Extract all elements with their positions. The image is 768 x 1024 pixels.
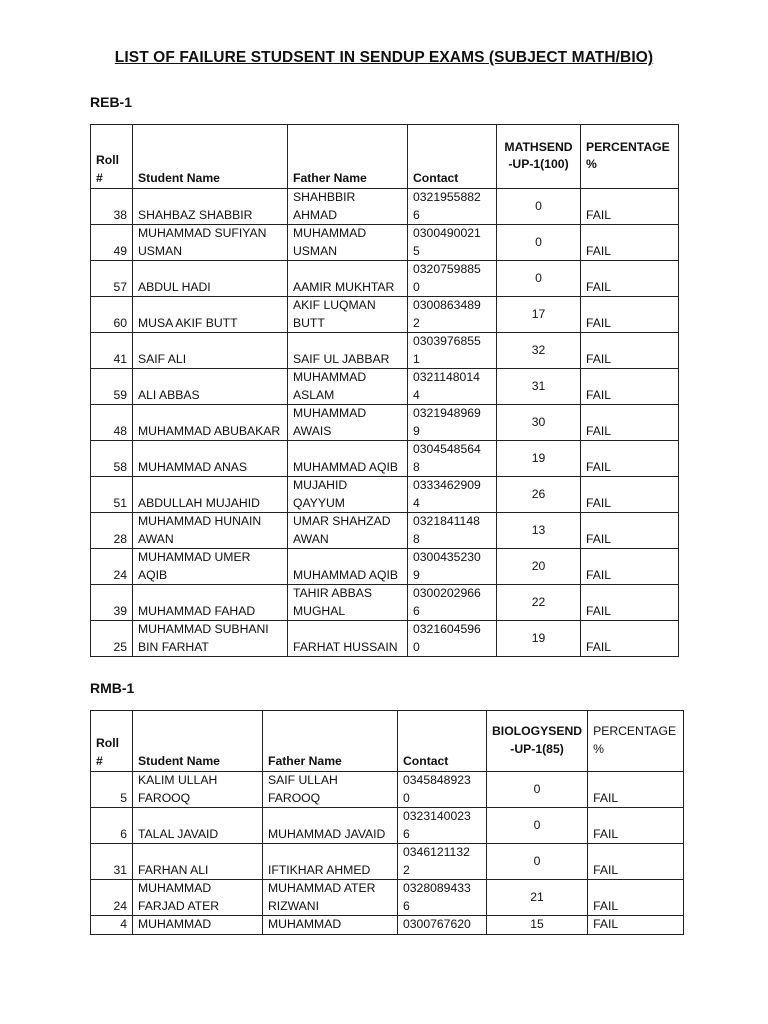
cell-student-name: MUHAMMAD HUNAIN AWAN — [133, 513, 288, 549]
cell-contact: 0323140023 6 — [398, 808, 487, 844]
cell-roll: 4 — [91, 916, 133, 935]
cell-student-name: MUHAMMAD FARJAD ATER — [133, 880, 263, 916]
header-contact: Contact — [398, 711, 487, 772]
table-row — [91, 880, 684, 916]
cell-contact: 0321841148 8 — [408, 513, 497, 549]
cell-roll: 25 — [91, 621, 133, 657]
cell-result: FAIL — [581, 333, 679, 369]
cell-father-name: SAIF UL JABBAR — [288, 333, 408, 369]
table-row — [91, 549, 679, 585]
table-header-row — [91, 711, 684, 772]
cell-marks: 0 — [497, 261, 581, 297]
cell-roll: 57 — [91, 261, 133, 297]
cell-contact: 0300490021 5 — [408, 225, 497, 261]
cell-father-name: SHAHBBIR AHMAD — [288, 189, 408, 225]
cell-father-name: AAMIR MUKHTAR — [288, 261, 408, 297]
cell-student-name: ALI ABBAS — [133, 369, 288, 405]
cell-marks: 26 — [497, 477, 581, 513]
cell-marks: 19 — [497, 441, 581, 477]
cell-roll: 59 — [91, 369, 133, 405]
failure-table-reb1 — [90, 124, 679, 657]
cell-student-name: MUHAMMAD UMER AQIB — [133, 549, 288, 585]
table-row — [91, 585, 679, 621]
table-row — [91, 405, 679, 441]
header-roll: Roll # — [91, 711, 133, 772]
cell-roll: 39 — [91, 585, 133, 621]
cell-roll: 6 — [91, 808, 133, 844]
cell-contact: 0321604596 0 — [408, 621, 497, 657]
cell-result: FAIL — [588, 916, 684, 935]
cell-father-name: MUHAMMAD AWAIS — [288, 405, 408, 441]
cell-result: FAIL — [581, 261, 679, 297]
cell-contact: 0321955882 6 — [408, 189, 497, 225]
cell-contact: 0300767620 — [398, 916, 487, 935]
cell-father-name: MUHAMMAD JAVAID — [263, 808, 398, 844]
cell-father-name: MUJAHID QAYYUM — [288, 477, 408, 513]
cell-father-name: SAIF ULLAH FAROOQ — [263, 772, 398, 808]
cell-result: FAIL — [588, 808, 684, 844]
cell-student-name: MUHAMMAD SUFIYAN USMAN — [133, 225, 288, 261]
table-row — [91, 225, 679, 261]
cell-student-name: TALAL JAVAID — [133, 808, 263, 844]
header-marks: MATHSEND -UP-1(100) — [497, 125, 581, 189]
table-row — [91, 441, 679, 477]
cell-roll: 58 — [91, 441, 133, 477]
cell-result: FAIL — [581, 297, 679, 333]
cell-marks: 22 — [497, 585, 581, 621]
cell-roll: 41 — [91, 333, 133, 369]
cell-father-name: UMAR SHAHZAD AWAN — [288, 513, 408, 549]
cell-result: FAIL — [588, 844, 684, 880]
cell-contact: 0328089433 6 — [398, 880, 487, 916]
table-row — [91, 261, 679, 297]
header-percentage: PERCENTAGE % — [581, 125, 679, 189]
table-row — [91, 333, 679, 369]
cell-student-name: ABDULLAH MUJAHID — [133, 477, 288, 513]
cell-student-name: MUHAMMAD ABUBAKAR — [133, 405, 288, 441]
cell-contact: 0321948969 9 — [408, 405, 497, 441]
cell-marks: 13 — [497, 513, 581, 549]
header-contact: Contact — [408, 125, 497, 189]
cell-student-name: ABDUL HADI — [133, 261, 288, 297]
cell-father-name: MUHAMMAD AQIB — [288, 549, 408, 585]
cell-result: FAIL — [581, 369, 679, 405]
cell-roll: 49 — [91, 225, 133, 261]
cell-contact: 0333462909 4 — [408, 477, 497, 513]
cell-result: FAIL — [581, 477, 679, 513]
cell-roll: 38 — [91, 189, 133, 225]
cell-father-name: MUHAMMAD ATER RIZWANI — [263, 880, 398, 916]
cell-result: FAIL — [581, 585, 679, 621]
cell-father-name: IFTIKHAR AHMED — [263, 844, 398, 880]
cell-contact: 0320759885 0 — [408, 261, 497, 297]
cell-marks: 0 — [497, 225, 581, 261]
cell-marks: 0 — [497, 189, 581, 225]
cell-roll: 51 — [91, 477, 133, 513]
cell-contact: 0304548564 8 — [408, 441, 497, 477]
cell-father-name: FARHAT HUSSAIN — [288, 621, 408, 657]
cell-student-name: FARHAN ALI — [133, 844, 263, 880]
header-father-name: Father Name — [263, 711, 398, 772]
cell-marks: 21 — [487, 880, 588, 916]
cell-marks: 20 — [497, 549, 581, 585]
table-row — [91, 513, 679, 549]
cell-contact: 0303976855 1 — [408, 333, 497, 369]
header-roll: Roll # — [91, 125, 133, 189]
cell-father-name: MUHAMMAD ASLAM — [288, 369, 408, 405]
cell-father-name: AKIF LUQMAN BUTT — [288, 297, 408, 333]
cell-father-name: MUHAMMAD AQIB — [288, 441, 408, 477]
table-row — [91, 297, 679, 333]
cell-contact: 0345848923 0 — [398, 772, 487, 808]
cell-marks: 15 — [487, 916, 588, 935]
header-father-name: Father Name — [288, 125, 408, 189]
cell-contact: 0346121132 2 — [398, 844, 487, 880]
table-row — [91, 369, 679, 405]
section-label-rmb1: RMB-1 — [90, 680, 135, 696]
table-row — [91, 808, 684, 844]
cell-roll: 60 — [91, 297, 133, 333]
cell-result: FAIL — [581, 441, 679, 477]
cell-result: FAIL — [581, 513, 679, 549]
cell-roll: 24 — [91, 549, 133, 585]
table-row — [91, 477, 679, 513]
cell-student-name: MUSA AKIF BUTT — [133, 297, 288, 333]
header-percentage: PERCENTAGE % — [588, 711, 684, 772]
cell-student-name: MUHAMMAD SUBHANI BIN FARHAT — [133, 621, 288, 657]
cell-result: FAIL — [581, 405, 679, 441]
cell-marks: 0 — [487, 844, 588, 880]
cell-marks: 19 — [497, 621, 581, 657]
section-label-reb1: REB-1 — [90, 94, 133, 110]
cell-result: FAIL — [581, 621, 679, 657]
table-body — [91, 772, 684, 935]
cell-roll: 31 — [91, 844, 133, 880]
cell-marks: 17 — [497, 297, 581, 333]
cell-marks: 0 — [487, 808, 588, 844]
cell-student-name: MUHAMMAD ANAS — [133, 441, 288, 477]
failure-table-rmb1 — [90, 710, 684, 935]
header-student-name: Student Name — [133, 711, 263, 772]
cell-result: FAIL — [581, 225, 679, 261]
cell-marks: 32 — [497, 333, 581, 369]
table-row — [91, 844, 684, 880]
cell-roll: 48 — [91, 405, 133, 441]
cell-marks: 30 — [497, 405, 581, 441]
cell-roll: 28 — [91, 513, 133, 549]
cell-result: FAIL — [588, 880, 684, 916]
page-title: LIST OF FAILURE STUDSENT IN SENDUP EXAMS (SUBJECT MATH/BIO) — [114, 49, 654, 66]
cell-contact: 0321148014 4 — [408, 369, 497, 405]
cell-result: FAIL — [588, 772, 684, 808]
table-row — [91, 772, 684, 808]
cell-result: FAIL — [581, 189, 679, 225]
cell-student-name: SAIF ALI — [133, 333, 288, 369]
cell-contact: 0300202966 6 — [408, 585, 497, 621]
cell-student-name: SHAHBAZ SHABBIR — [133, 189, 288, 225]
table-row — [91, 621, 679, 657]
table-row — [91, 916, 684, 935]
cell-roll: 5 — [91, 772, 133, 808]
cell-student-name: MUHAMMAD FAHAD — [133, 585, 288, 621]
cell-father-name: MUHAMMAD — [263, 916, 398, 935]
cell-marks: 31 — [497, 369, 581, 405]
table-header-row — [91, 125, 679, 189]
cell-student-name: MUHAMMAD — [133, 916, 263, 935]
cell-father-name: TAHIR ABBAS MUGHAL — [288, 585, 408, 621]
cell-student-name: KALIM ULLAH FAROOQ — [133, 772, 263, 808]
cell-contact: 0300435230 9 — [408, 549, 497, 585]
cell-roll: 24 — [91, 880, 133, 916]
header-marks: BIOLOGYSEND -UP-1(85) — [487, 711, 588, 772]
cell-result: FAIL — [581, 549, 679, 585]
cell-contact: 0300863489 2 — [408, 297, 497, 333]
cell-father-name: MUHAMMAD USMAN — [288, 225, 408, 261]
table-body — [91, 189, 679, 657]
table-row — [91, 189, 679, 225]
header-student-name: Student Name — [133, 125, 288, 189]
cell-marks: 0 — [487, 772, 588, 808]
